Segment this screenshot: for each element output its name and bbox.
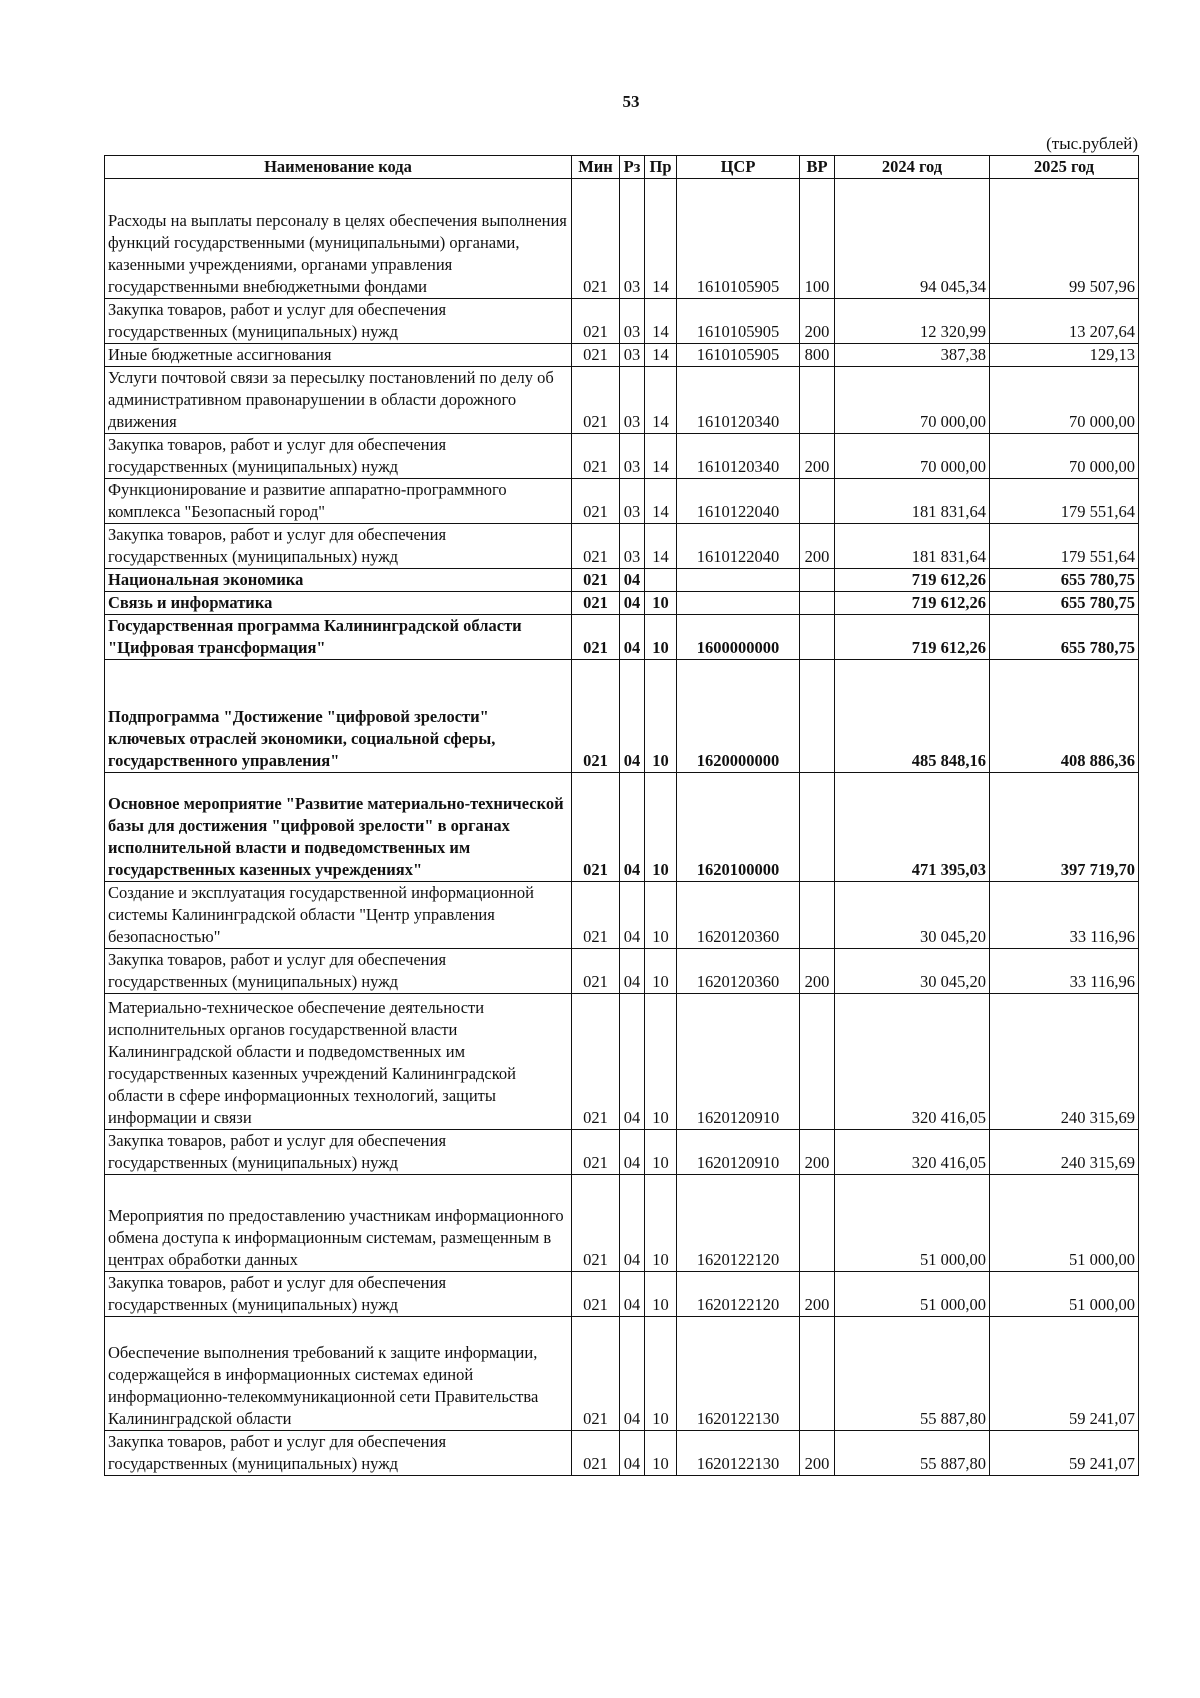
budget-table (104, 155, 1139, 1476)
cell-rz: 03 (620, 434, 645, 479)
cell-vr: 200 (800, 299, 835, 344)
cell-pr: 10 (645, 1317, 677, 1431)
cell-y2025: 179 551,64 (990, 524, 1139, 569)
cell-csr: 1620120360 (677, 882, 800, 949)
cell-y2025: 59 241,07 (990, 1431, 1139, 1476)
cell-min: 021 (572, 660, 620, 773)
cell-min: 021 (572, 949, 620, 994)
cell-pr: 14 (645, 434, 677, 479)
cell-min: 021 (572, 524, 620, 569)
cell-name: Расходы на выплаты персоналу в целях обеспечения выполнения функций государственными (муниципальными) органами, казенными учреждениями, органами управления государственными внебюджетными фондами (105, 179, 572, 299)
table-row (105, 1272, 1139, 1317)
table-row (105, 660, 1139, 773)
cell-min: 021 (572, 569, 620, 592)
cell-name: Основное мероприятие "Развитие материально-технической базы для достижения "цифровой зрелости" в органах исполнительной власти и подведомственных им государственных казенных учреждениях" (105, 773, 572, 882)
header-2025: 2025 год (990, 156, 1139, 179)
cell-min: 021 (572, 1317, 620, 1431)
cell-min: 021 (572, 615, 620, 660)
cell-y2024: 30 045,20 (835, 949, 990, 994)
cell-y2025: 129,13 (990, 344, 1139, 367)
cell-rz: 04 (620, 994, 645, 1130)
table-row (105, 1431, 1139, 1476)
cell-pr (645, 569, 677, 592)
cell-y2025: 33 116,96 (990, 949, 1139, 994)
cell-pr: 14 (645, 179, 677, 299)
units-label: (тыс.рублей) (1046, 134, 1138, 153)
cell-y2024: 719 612,26 (835, 615, 990, 660)
cell-csr: 1620100000 (677, 773, 800, 882)
table-row (105, 1317, 1139, 1431)
page-number: 53 (622, 92, 640, 111)
cell-rz: 04 (620, 949, 645, 994)
table-row (105, 479, 1139, 524)
cell-min: 021 (572, 1431, 620, 1476)
header-vr: ВР (800, 156, 835, 179)
cell-csr: 1610120340 (677, 367, 800, 434)
cell-y2025: 655 780,75 (990, 569, 1139, 592)
cell-vr (800, 592, 835, 615)
cell-csr: 1610120340 (677, 434, 800, 479)
cell-y2025: 240 315,69 (990, 994, 1139, 1130)
cell-rz: 03 (620, 524, 645, 569)
cell-name: Материально-техническое обеспечение деятельности исполнительных органов государственной власти Калининградской области и подведомственных им государственных казенных учреждений Калининградской области в сфере информационных технологий, защиты информации и связи (105, 994, 572, 1130)
cell-name: Закупка товаров, работ и услуг для обеспечения государственных (муниципальных) нужд (105, 434, 572, 479)
cell-pr: 10 (645, 1130, 677, 1175)
cell-vr (800, 569, 835, 592)
cell-csr: 1620122120 (677, 1272, 800, 1317)
cell-vr: 200 (800, 949, 835, 994)
cell-vr: 200 (800, 1130, 835, 1175)
cell-y2025: 655 780,75 (990, 615, 1139, 660)
cell-csr: 1610122040 (677, 524, 800, 569)
cell-rz: 03 (620, 299, 645, 344)
cell-y2024: 181 831,64 (835, 479, 990, 524)
cell-name: Закупка товаров, работ и услуг для обеспечения государственных (муниципальных) нужд (105, 1130, 572, 1175)
cell-min: 021 (572, 299, 620, 344)
cell-min: 021 (572, 994, 620, 1130)
cell-y2024: 12 320,99 (835, 299, 990, 344)
cell-pr: 10 (645, 615, 677, 660)
cell-name: Связь и информатика (105, 592, 572, 615)
cell-rz: 04 (620, 615, 645, 660)
cell-y2024: 471 395,03 (835, 773, 990, 882)
cell-vr (800, 615, 835, 660)
cell-name: Государственная программа Калининградской области "Цифровая трансформация" (105, 615, 572, 660)
cell-name: Закупка товаров, работ и услуг для обеспечения государственных (муниципальных) нужд (105, 299, 572, 344)
cell-min: 021 (572, 344, 620, 367)
cell-rz: 04 (620, 882, 645, 949)
cell-y2025: 59 241,07 (990, 1317, 1139, 1431)
cell-min: 021 (572, 882, 620, 949)
cell-rz: 04 (620, 592, 645, 615)
cell-pr: 10 (645, 1272, 677, 1317)
cell-pr: 10 (645, 1431, 677, 1476)
cell-y2025: 397 719,70 (990, 773, 1139, 882)
header-name: Наименование кода (105, 156, 572, 179)
cell-pr: 14 (645, 524, 677, 569)
cell-csr: 1610105905 (677, 179, 800, 299)
cell-name: Закупка товаров, работ и услуг для обеспечения государственных (муниципальных) нужд (105, 1431, 572, 1476)
cell-min: 021 (572, 367, 620, 434)
cell-rz: 04 (620, 1317, 645, 1431)
table-row (105, 367, 1139, 434)
cell-y2025: 408 886,36 (990, 660, 1139, 773)
cell-min: 021 (572, 1272, 620, 1317)
cell-name: Функционирование и развитие аппаратно-программного комплекса "Безопасный город" (105, 479, 572, 524)
cell-min: 021 (572, 592, 620, 615)
cell-y2024: 51 000,00 (835, 1272, 990, 1317)
cell-vr: 200 (800, 1431, 835, 1476)
cell-y2025: 51 000,00 (990, 1175, 1139, 1272)
cell-rz: 03 (620, 344, 645, 367)
cell-rz: 03 (620, 367, 645, 434)
cell-vr (800, 479, 835, 524)
cell-pr: 14 (645, 479, 677, 524)
cell-name: Мероприятия по предоставлению участникам информационного обмена доступа к информационным системам, размещенным в центрах обработки данных (105, 1175, 572, 1272)
cell-pr: 10 (645, 660, 677, 773)
cell-name: Закупка товаров, работ и услуг для обеспечения государственных (муниципальных) нужд (105, 949, 572, 994)
cell-y2025: 13 207,64 (990, 299, 1139, 344)
cell-csr: 1620000000 (677, 660, 800, 773)
cell-y2024: 719 612,26 (835, 569, 990, 592)
table-row (105, 179, 1139, 299)
cell-y2025: 70 000,00 (990, 434, 1139, 479)
cell-vr (800, 1175, 835, 1272)
cell-csr: 1610105905 (677, 299, 800, 344)
header-csr: ЦСР (677, 156, 800, 179)
cell-vr (800, 882, 835, 949)
cell-pr: 14 (645, 344, 677, 367)
cell-y2024: 30 045,20 (835, 882, 990, 949)
cell-rz: 04 (620, 1431, 645, 1476)
cell-pr: 10 (645, 882, 677, 949)
cell-name: Иные бюджетные ассигнования (105, 344, 572, 367)
cell-name: Национальная экономика (105, 569, 572, 592)
table-row (105, 1130, 1139, 1175)
table-row (105, 524, 1139, 569)
table-row (105, 569, 1139, 592)
cell-y2024: 181 831,64 (835, 524, 990, 569)
table-row (105, 1175, 1139, 1272)
cell-y2024: 70 000,00 (835, 434, 990, 479)
cell-y2024: 94 045,34 (835, 179, 990, 299)
cell-name: Создание и эксплуатация государственной информационной системы Калининградской области "Центр управления безопасностью" (105, 882, 572, 949)
cell-csr: 1620122130 (677, 1317, 800, 1431)
cell-y2024: 320 416,05 (835, 1130, 990, 1175)
cell-pr: 10 (645, 994, 677, 1130)
cell-pr: 14 (645, 367, 677, 434)
cell-vr: 800 (800, 344, 835, 367)
cell-pr: 10 (645, 1175, 677, 1272)
cell-pr: 14 (645, 299, 677, 344)
cell-y2024: 51 000,00 (835, 1175, 990, 1272)
table-row (105, 344, 1139, 367)
header-pr: Пр (645, 156, 677, 179)
cell-y2025: 179 551,64 (990, 479, 1139, 524)
cell-name: Закупка товаров, работ и услуг для обеспечения государственных (муниципальных) нужд (105, 1272, 572, 1317)
cell-name: Услуги почтовой связи за пересылку постановлений по делу об административном правонарушении в области дорожного движения (105, 367, 572, 434)
table-row (105, 994, 1139, 1130)
cell-pr: 10 (645, 773, 677, 882)
cell-rz: 04 (620, 773, 645, 882)
table-header-row (105, 156, 1139, 179)
cell-vr (800, 994, 835, 1130)
cell-y2025: 240 315,69 (990, 1130, 1139, 1175)
table-body (105, 179, 1139, 1476)
cell-y2025: 70 000,00 (990, 367, 1139, 434)
cell-csr (677, 569, 800, 592)
cell-min: 021 (572, 1175, 620, 1272)
cell-name: Обеспечение выполнения требований к защите информации, содержащейся в информационных системах единой информационно-телекоммуникационной сети Правительства Калининградской области (105, 1317, 572, 1431)
cell-y2024: 55 887,80 (835, 1317, 990, 1431)
table-row (105, 434, 1139, 479)
cell-min: 021 (572, 434, 620, 479)
cell-min: 021 (572, 773, 620, 882)
cell-csr: 1620120910 (677, 1130, 800, 1175)
cell-vr: 200 (800, 434, 835, 479)
cell-rz: 04 (620, 1175, 645, 1272)
cell-csr (677, 592, 800, 615)
cell-vr: 200 (800, 1272, 835, 1317)
table-row (105, 773, 1139, 882)
cell-y2024: 719 612,26 (835, 592, 990, 615)
cell-min: 021 (572, 479, 620, 524)
cell-rz: 04 (620, 569, 645, 592)
cell-rz: 04 (620, 1272, 645, 1317)
header-rz: Рз (620, 156, 645, 179)
cell-y2025: 99 507,96 (990, 179, 1139, 299)
cell-min: 021 (572, 1130, 620, 1175)
cell-rz: 04 (620, 1130, 645, 1175)
cell-y2024: 55 887,80 (835, 1431, 990, 1476)
cell-name: Закупка товаров, работ и услуг для обеспечения государственных (муниципальных) нужд (105, 524, 572, 569)
cell-y2024: 485 848,16 (835, 660, 990, 773)
cell-vr (800, 1317, 835, 1431)
cell-csr: 1620120910 (677, 994, 800, 1130)
cell-vr: 200 (800, 524, 835, 569)
table-row (105, 615, 1139, 660)
cell-y2025: 655 780,75 (990, 592, 1139, 615)
cell-vr (800, 367, 835, 434)
cell-csr: 1600000000 (677, 615, 800, 660)
cell-csr: 1620122130 (677, 1431, 800, 1476)
cell-csr: 1620120360 (677, 949, 800, 994)
cell-y2025: 51 000,00 (990, 1272, 1139, 1317)
cell-name: Подпрограмма "Достижение "цифровой зрелости" ключевых отраслей экономики, социальной сферы, государственного управления" (105, 660, 572, 773)
table-row (105, 299, 1139, 344)
header-2024: 2024 год (835, 156, 990, 179)
cell-y2025: 33 116,96 (990, 882, 1139, 949)
cell-vr (800, 660, 835, 773)
table-row (105, 592, 1139, 615)
cell-csr: 1620122120 (677, 1175, 800, 1272)
table-row (105, 882, 1139, 949)
cell-csr: 1610105905 (677, 344, 800, 367)
cell-vr (800, 773, 835, 882)
cell-csr: 1610122040 (677, 479, 800, 524)
cell-y2024: 387,38 (835, 344, 990, 367)
cell-vr: 100 (800, 179, 835, 299)
cell-rz: 03 (620, 479, 645, 524)
cell-pr: 10 (645, 592, 677, 615)
cell-rz: 04 (620, 660, 645, 773)
cell-min: 021 (572, 179, 620, 299)
table-row (105, 949, 1139, 994)
cell-pr: 10 (645, 949, 677, 994)
cell-rz: 03 (620, 179, 645, 299)
cell-y2024: 70 000,00 (835, 367, 990, 434)
cell-y2024: 320 416,05 (835, 994, 990, 1130)
header-min: Мин (572, 156, 620, 179)
